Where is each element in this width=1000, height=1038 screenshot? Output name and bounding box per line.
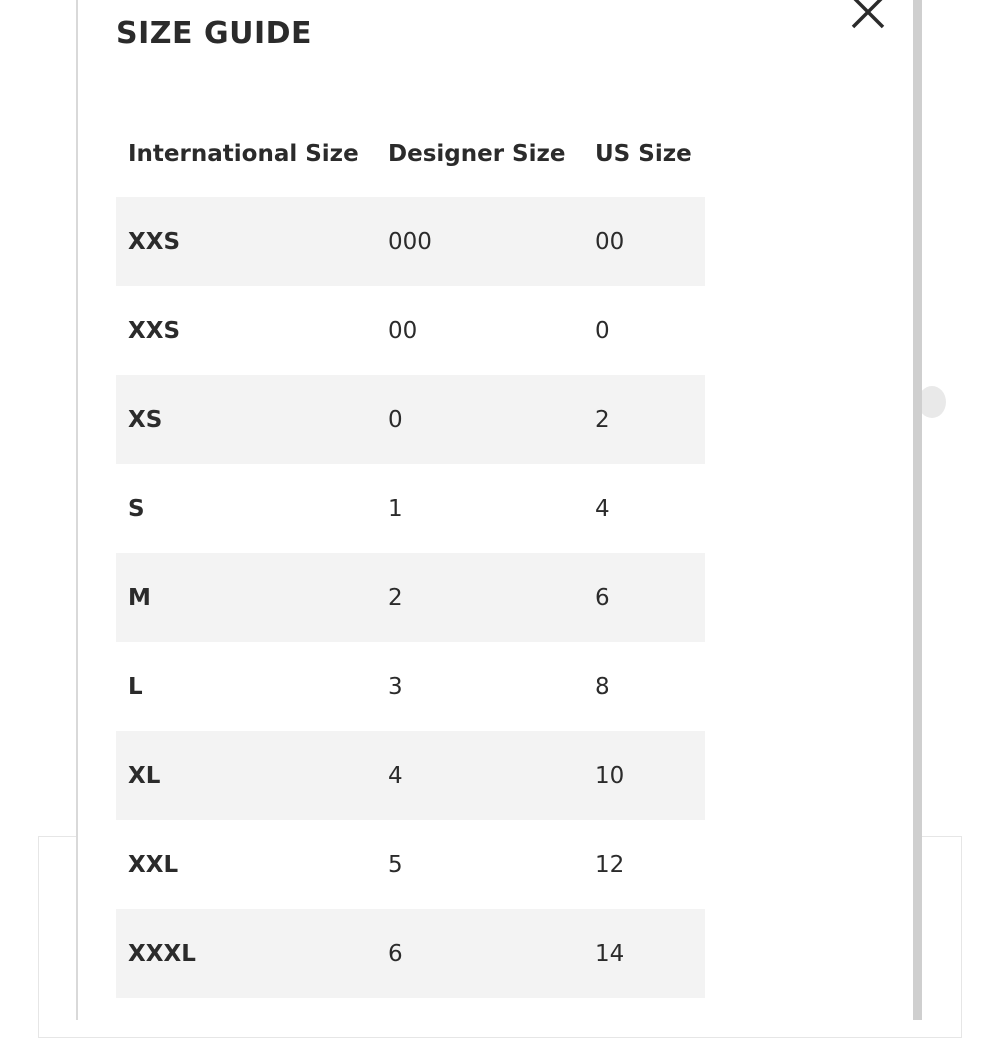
designer-size-cell: 5 — [388, 851, 403, 878]
international-size-cell: XXS — [116, 197, 376, 286]
table-row — [116, 820, 705, 909]
international-size-cell: XXS — [128, 317, 181, 344]
designer-size-cell: 3 — [388, 673, 403, 700]
international-size-cell: XXL — [128, 851, 179, 878]
international-size-cell: XS — [116, 375, 376, 464]
table-row — [116, 553, 705, 642]
us-size-cell: 2 — [583, 375, 705, 464]
header-designer-size: Designer Size — [388, 141, 566, 167]
designer-size-cell: 6 — [376, 909, 583, 998]
international-size-cell: L — [128, 673, 143, 700]
background-more-handle[interactable] — [918, 386, 946, 418]
us-size-cell: 12 — [595, 851, 625, 878]
header-us-size: US Size — [595, 141, 692, 167]
table-row — [116, 286, 705, 375]
close-icon — [848, 0, 888, 32]
designer-size-cell: 1 — [388, 495, 403, 522]
us-size-cell: 8 — [595, 673, 610, 700]
international-size-cell: M — [116, 553, 376, 642]
us-size-cell: 00 — [583, 197, 705, 286]
us-size-cell: 0 — [595, 317, 610, 344]
us-size-cell: 4 — [595, 495, 610, 522]
modal-title: SIZE GUIDE — [116, 16, 313, 51]
designer-size-cell: 00 — [388, 317, 418, 344]
designer-size-cell: 4 — [376, 731, 583, 820]
header-international-size: International Size — [128, 141, 359, 167]
designer-size-cell: 2 — [376, 553, 583, 642]
table-row — [116, 642, 705, 731]
table-row — [116, 909, 705, 998]
close-button[interactable] — [848, 0, 888, 32]
size-table — [116, 111, 705, 998]
size-guide-modal — [76, 0, 922, 1020]
international-size-cell: XXXL — [116, 909, 376, 998]
table-row — [116, 464, 705, 553]
us-size-cell: 10 — [583, 731, 705, 820]
table-row — [116, 731, 705, 820]
designer-size-cell: 000 — [376, 197, 583, 286]
table-row — [116, 375, 705, 464]
table-header-row — [116, 111, 705, 197]
international-size-cell: XL — [116, 731, 376, 820]
designer-size-cell: 0 — [376, 375, 583, 464]
international-size-cell: S — [128, 495, 145, 522]
us-size-cell: 6 — [583, 553, 705, 642]
table-row — [116, 197, 705, 286]
us-size-cell: 14 — [583, 909, 705, 998]
